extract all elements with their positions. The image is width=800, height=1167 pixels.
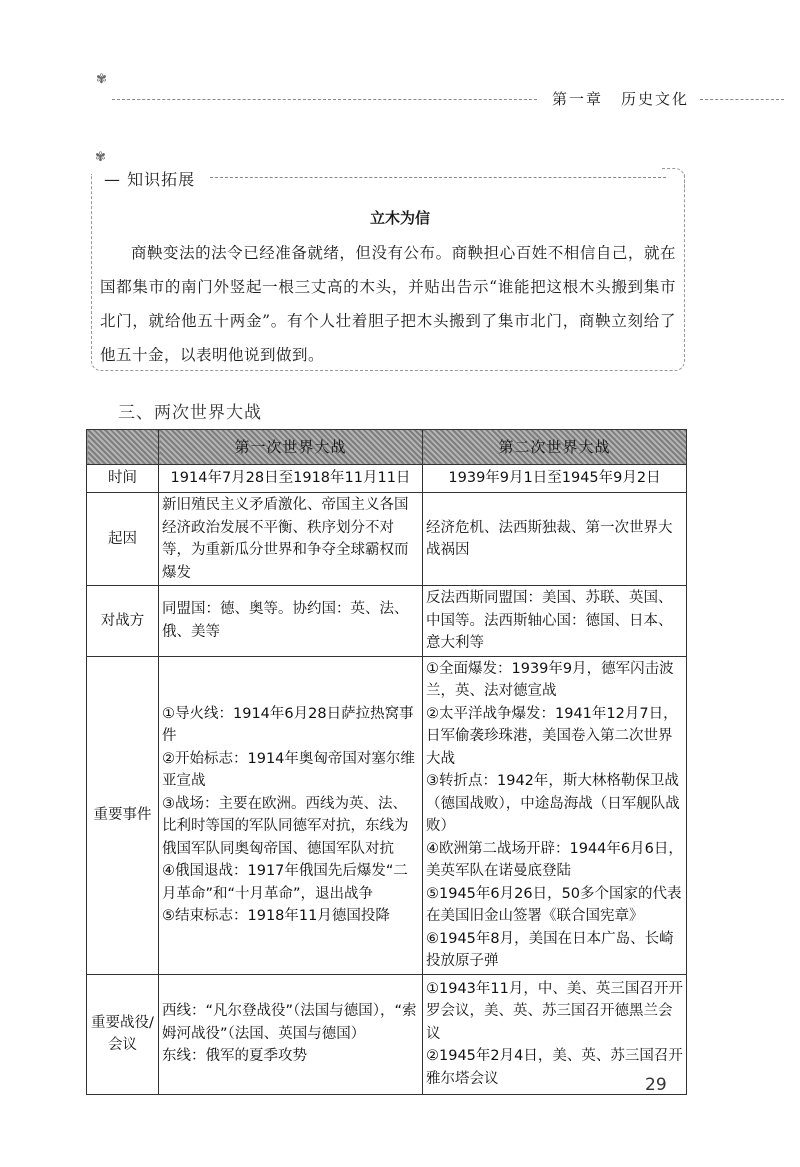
cell-line: ④欧洲第二战场开辟：1944年6月6日，美英军队在诺曼底登陆	[426, 840, 683, 879]
cell-line: 同盟国：德、奥等。协约国：英、法、俄、美等	[162, 601, 409, 640]
cell-line: ①导火线：1914年6月28日萨拉热窝事件	[162, 705, 414, 744]
row-label: 重要战役/会议	[87, 974, 159, 1094]
cell-line: ⑤1945年6月26日，50多个国家的代表在美国旧金山签署《联合国宪章》	[426, 885, 682, 924]
table-row	[87, 974, 687, 1094]
row-label: 起因	[87, 493, 159, 586]
section-title: 三、两次世界大战	[118, 403, 262, 423]
cell-line: ④俄国退战：1917年俄国先后爆发“二月革命”和“十月革命”，退出战争	[162, 863, 408, 902]
cell-line: ②1945年2月4日，美、英、苏三国召开雅尔塔会议	[426, 1048, 683, 1087]
cell-ww1	[159, 656, 423, 974]
knowledge-box-title: 立木为信	[369, 209, 430, 227]
table-row	[87, 465, 687, 493]
table-header-ww2: 第二次世界大战	[423, 430, 687, 465]
cell-line: ③转折点：1942年，斯大林格勒保卫战（德国战败），中途岛海战（日军舰队战败）	[426, 773, 680, 834]
table-row	[87, 656, 687, 974]
cell-line: ①全面爆发：1939年9月，德军闪击波兰，英、法对德宣战	[426, 660, 674, 699]
chapter-title: 历史文化	[621, 90, 690, 108]
cell-line: ②开始标志：1914年奥匈帝国对塞尔维亚宣战	[162, 750, 415, 789]
cell-ww1	[159, 465, 423, 493]
knowledge-box-label: — 知识拓展	[104, 170, 196, 189]
cell-line: ③战场：主要在欧洲。西线为英、法、比利时等国的军队同德军对抗，东线为俄国军队同奥匈帝国、德国军队对抗	[162, 795, 409, 857]
table-header-row	[87, 430, 687, 465]
cell-ww2	[423, 493, 687, 586]
knowledge-box-label-text: 知识拓展	[127, 170, 196, 189]
chapter-label: 第一章	[552, 90, 604, 108]
knowledge-box-label-divider	[210, 177, 666, 178]
cell-line: 经济危机、法西斯独裁、第一次世界大战祸因	[426, 519, 673, 558]
table-header-blank	[87, 430, 159, 465]
cell-line: ⑤结束标志：1918年11月德国投降	[162, 908, 390, 924]
world-wars-table	[86, 429, 687, 1095]
table-row	[87, 586, 687, 657]
header-ornament-icon: ✾	[96, 72, 107, 87]
row-label: 重要事件	[87, 656, 159, 974]
knowledge-box-body: 商鞅变法的法令已经准备就绪，但没有公布。商鞅担心百姓不相信自己，就在国都集市的南门外竖起一根三丈高的木头，并贴出告示“谁能把这根木头搬到集市北门，就给他五十两金”。有个人壮着胆子把木头搬到了集市北门，商鞅立刻给了他五十金，以表明他说到做到。	[100, 244, 676, 364]
cell-ww2	[423, 465, 687, 493]
cell-line: 1939年9月1日至1945年9月2日	[448, 470, 661, 487]
row-label: 时间	[87, 465, 159, 493]
cell-line: 反法西斯同盟国：美国、苏联、英国、中国等。法西斯轴心国：德国、日本、意大利等	[426, 590, 673, 651]
cell-ww1	[159, 974, 423, 1094]
row-label: 对战方	[87, 586, 159, 657]
cell-line: 新旧殖民主义矛盾激化、帝国主义各国经济政治发展不平衡、秩序划分不对等，为重新瓜分世界和争夺全球霸权而爆发	[162, 497, 409, 581]
cell-line: 东线：俄军的夏季攻势	[162, 1048, 307, 1065]
cell-ww1	[159, 586, 423, 657]
header-divider-right	[700, 99, 784, 100]
cell-line: 西线：“凡尔登战役”（法国与德国），“索姆河战役”（法国、英国与德国）	[162, 1003, 417, 1042]
cell-ww2	[423, 586, 687, 657]
header-divider-left	[112, 99, 537, 100]
cell-ww1	[159, 493, 423, 586]
knowledge-box-ornament-icon: ✾	[95, 150, 106, 165]
page-number: 29	[645, 1075, 667, 1095]
table-header-ww1: 第一次世界大战	[159, 430, 423, 465]
knowledge-box-corner	[662, 168, 685, 191]
cell-ww2	[423, 656, 687, 974]
cell-line: ②太平洋战争爆发：1941年12月7日，日军偷袭珍珠港，美国卷入第二次世界大战	[426, 705, 678, 767]
cell-line: 1914年7月28日至1918年11月11日	[170, 470, 411, 487]
cell-line: ①1943年11月，中、美、英三国召开开罗会议，美、英、苏三国召开德黑兰会议	[426, 980, 683, 1042]
cell-line: ⑥1945年8月，美国在日本广岛、长崎投放原子弹	[426, 930, 674, 969]
table-row	[87, 493, 687, 586]
